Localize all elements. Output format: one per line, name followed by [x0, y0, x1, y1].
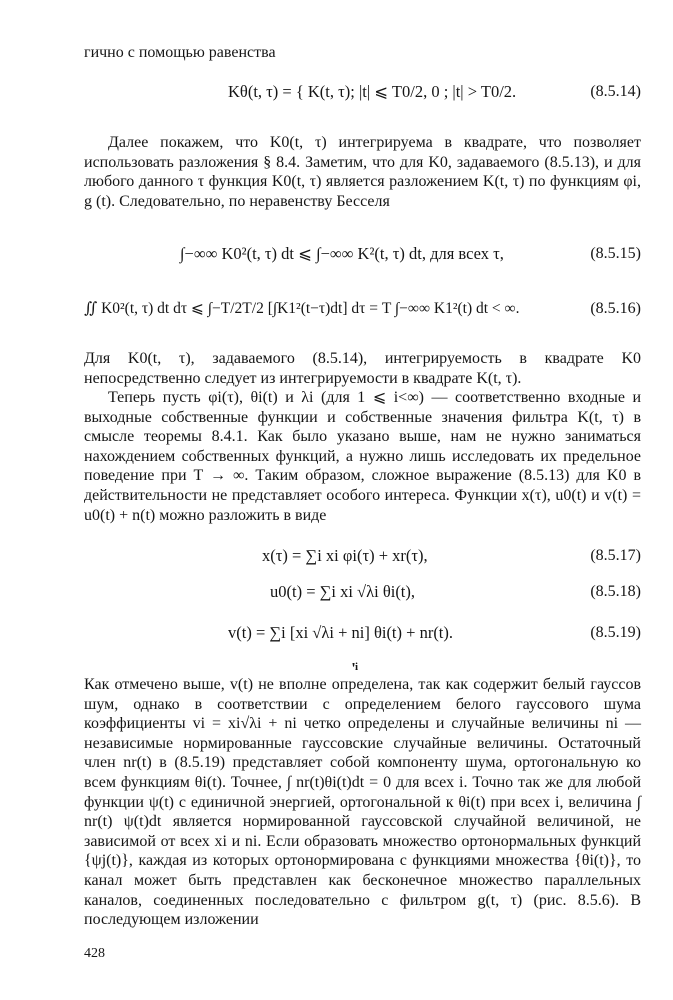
equation-body: ∫−∞∞ K0²(t, τ) dt ⩽ ∫−∞∞ K²(t, τ) dt, для всех τ,	[180, 244, 504, 263]
equation-number: (8.5.19)	[590, 624, 641, 641]
equation-number: (8.5.17)	[590, 547, 641, 564]
equation-body: u0(t) = ∑i xi √λi θi(t),	[270, 582, 416, 601]
equation-8-5-19	[0, 613, 673, 653]
paragraph-2: Для K0(t, τ), задаваемого (8.5.14), интегрируемость в квадрате K0 непосредственно следует из интегрируемости в квадрате K(t, τ).	[84, 350, 641, 387]
equation-8-5-15	[0, 234, 673, 274]
equation-number: (8.5.14)	[590, 83, 641, 100]
equation-8-5-16	[0, 289, 673, 329]
equation-body: Kθ(t, τ) = { K(t, τ); |t| ⩽ T0/2, 0 ; |t| > T0/2.	[228, 82, 517, 101]
equation-8-5-18	[0, 572, 673, 612]
paragraph-1: Далее покажем, что K0(t, τ) интегрируема в квадрате, что позволяет использовать разложения § 8.4. Заметим, что для K0, задаваемого (8.5.13), и для любого данного τ функция K0(t, τ) является разложением K(t, τ) по функциям φi, g (t). Следовательно, по неравенству Бесселя	[84, 134, 641, 210]
equation-number: (8.5.15)	[590, 245, 641, 262]
equation-number: (8.5.16)	[590, 300, 641, 317]
equation-8-5-17	[0, 536, 673, 576]
equation-body: v(t) = ∑i [xi √λi + ni] θi(t) + nr(t).	[228, 623, 454, 642]
page-number: 428	[84, 946, 105, 961]
intro-line: гично с помощью равенства	[84, 44, 276, 61]
equation-body: x(τ) = ∑i xi φi(τ) + xr(τ),	[262, 546, 428, 565]
equation-8-5-14	[0, 72, 673, 112]
paragraph-3: Теперь пусть φi(τ), θi(t) и λi (для 1 ⩽ i<∞) — соответственно входные и выходные собственные функции и собственные значения фильтра K(t, τ) в смысле теоремы 8.4.1. Как было указано выше, нам не нужно заниматься нахождением собственных функций, а нужно лишь исследовать их предельное поведение при T → ∞. Таким образом, сложное выражение (8.5.13) для K0 в действительности не представляет особого интереса. Функции x(τ), u0(t) и v(t) = u0(t) + n(t) можно разложить в виде	[84, 389, 641, 524]
paragraph-4: Как отмечено выше, v(t) не вполне определена, так как содержит белый гауссов шум, однако в соответствии с определением белого гауссового шума коэффициенты vi = xi√λi + ni четко определены и случайные величины ni — независимые нормированные гауссовские случайные величины. Остаточный член nr(t) в (8.5.19) представляет собой компоненту шума, ортогональную ко всем функциям θi(t). Точнее, ∫ nr(t)θi(t)dt = 0 для всех i. Точно так же для любой функции ψ(t) с единичной энергией, ортогональной к θi(t) при всех i, величина ∫ nr(t) ψ(t)dt является нормированной гауссовской случайной величиной, не зависимой от всех xi и ni. Если образовать множество ортонормальных функций {ψj(t)}, каждая из которых ортонормирована с функциями множества {θi(t)}, то канал может быть представлен как бесконечное множество параллельных каналов, соединенных последовательно с фильтром g(t, τ) (рис. 8.5.6). В последующем изложении	[84, 676, 642, 929]
equation-body: ∬ K0²(t, τ) dt dτ ⩽ ∫−T/2T/2 [∫K1²(t−τ)dt] dτ = T ∫−∞∞ K1²(t) dt < ∞.	[84, 300, 520, 317]
stray-mark: ꞌi	[352, 661, 359, 673]
equation-number: (8.5.18)	[590, 583, 641, 600]
